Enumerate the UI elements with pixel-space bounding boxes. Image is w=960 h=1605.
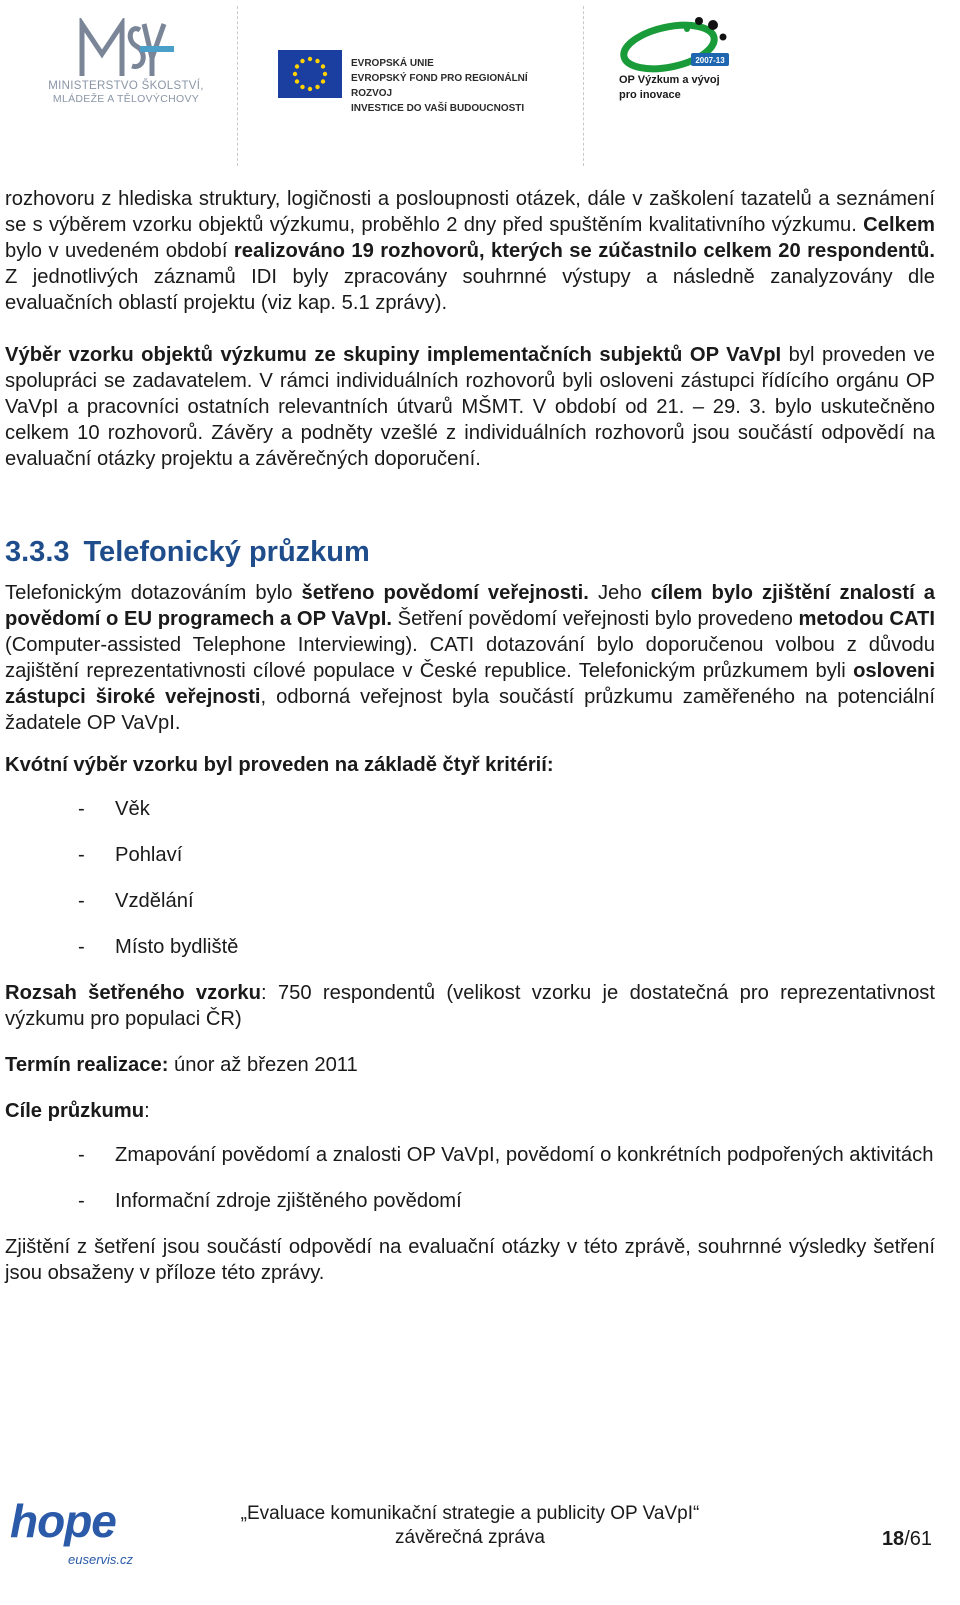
hope-word: hope [10, 1495, 116, 1547]
bold-text-run: realizováno 19 rozhovorů, kterých se zúčastnilo celkem 20 respondentů. [233, 240, 935, 262]
eu-star-icon [308, 57, 312, 61]
op-line2: pro inovace [619, 89, 681, 101]
text-run: Jeho [588, 582, 651, 604]
text-run: , odborná veřejnost byla součástí průzkumu zaměřeného na potenciální žadatele OP VaVpI. [5, 686, 935, 734]
page-current: 18 [881, 1528, 905, 1550]
eu-star-icon [300, 85, 304, 89]
bold-text-run: šetřeno povědomí veřejnosti. [301, 582, 589, 604]
paragraph-sample-selection [5, 342, 935, 472]
msmt-name-line2: MLÁDEŽE A TĚLOVÝCHOVY [52, 93, 200, 105]
msmt-emblem-icon [40, 18, 212, 80]
bold-text-run: metodou CATI [798, 608, 935, 630]
bold-text-run: cílem bylo zjištění znalostí a povědomí o EU programech a OP VaVpI. [5, 582, 935, 630]
bold-text-run: Celkem [863, 214, 935, 236]
text-run: Šetření povědomí veřejnosti bylo provedeno [391, 608, 799, 630]
eu-text [351, 56, 568, 116]
sample-size [5, 980, 935, 1032]
bold-text-run: osloveni zástupci široké veřejnosti [5, 660, 935, 708]
op-years: 2007-13 [695, 56, 725, 65]
text-run: (Computer-assisted Telephone Interviewing). CATI dotazování bylo doporučenou volbou z důvodu zajištění reprezentativnosti cílové populace v České republice. Telefonickým průzkumem byli [5, 634, 935, 682]
eu-star-icon [323, 72, 327, 76]
term-label: Termín realizace: [5, 1054, 169, 1076]
list-item: - Věk [5, 796, 935, 822]
eu-star-icon [315, 85, 319, 89]
footer-title-line1: „Evaluace komunikační strategie a publicity OP VaVpI“ [240, 1503, 700, 1524]
section-title: Telefonický průzkum [83, 536, 370, 568]
paragraph-interviews [5, 186, 935, 316]
footer-title [0, 1502, 940, 1550]
survey-goals-label [5, 1098, 935, 1124]
header-separator [583, 6, 584, 166]
eu-star-icon [295, 79, 299, 83]
text-run: rozhovoru z hlediska struktury, logičnosti a posloupnosti otázek, dále v zaškolení tazatelů a seznámení se s výběrem vzorku objektů výzkumu, proběhlo 2 dny před spuštěním kvalitativního výzkumu. [5, 188, 935, 236]
msmt-name [40, 80, 212, 106]
msmt-name-line1: MINISTERSTVO ŠKOLSTVÍ, [48, 80, 204, 92]
page-total: /61 [904, 1528, 932, 1550]
goals-list [5, 1142, 935, 1214]
page-header [0, 0, 960, 170]
eu-star-icon [308, 87, 312, 91]
bold-text-run: Výběr vzorku objektů výzkumu ze skupiny implementačních subjektů OP VaVpI [5, 344, 782, 366]
sample-size-label: Rozsah šetřeného vzorku [5, 982, 261, 1004]
eu-logo [278, 50, 568, 114]
list-item: - Informační zdroje zjištěného povědomí [5, 1188, 935, 1214]
eu-star-icon [295, 64, 299, 68]
eu-line3: INVESTICE DO VAŠÍ BUDOUCNOSTI [351, 103, 525, 114]
eu-star-icon [300, 59, 304, 63]
list-item: - Místo bydliště [5, 934, 935, 960]
msmt-logo [40, 18, 212, 108]
eu-star-icon [321, 64, 325, 68]
op-swoosh-icon [617, 15, 737, 75]
page-footer [0, 1490, 960, 1605]
eu-star-icon [293, 72, 297, 76]
goals-label: Cíle průzkumu [5, 1100, 145, 1122]
criteria-list [5, 796, 935, 960]
goals-suffix: : [144, 1100, 150, 1122]
realization-term [5, 1052, 935, 1078]
hope-subtitle: euservis.cz [68, 1552, 134, 1567]
op-line1: OP Výzkum a vývoj [619, 74, 720, 86]
section-heading [5, 534, 935, 570]
eu-line1: EVROPSKÁ UNIE [351, 58, 434, 69]
list-item: - Zmapování povědomí a znalosti OP VaVpI, povědomí o konkrétních podpořených aktivitách [5, 1142, 935, 1168]
text-run: bylo v uvedeném období [5, 240, 234, 262]
document-body [5, 186, 935, 1286]
eu-star-icon [321, 79, 325, 83]
header-separator [237, 6, 238, 166]
criteria-lead: Kvótní výběr vzorku byl proveden na základě čtyř kritérií: [5, 754, 554, 776]
section-number: 3.3.3 [5, 536, 70, 568]
text-run: Z jednotlivých záznamů IDI byly zpracovány souhrnné výstupy a následně zanalyzovány dle evaluačních oblastí projektu (viz kap. 5.1 zprávy). [5, 266, 935, 314]
paragraph-telephone-survey [5, 580, 935, 736]
text-run: byl proveden ve spolupráci se zadavatelem. V rámci individuálních rozhovorů byli osloveni zástupci řídícího orgánu OP VaVpI a pracovníci ostatních relevantních útvarů MŠMT. V období od 21. – 29. 3. bylo uskutečněno celkem 10 rozhovorů. Závěry a podněty vzešlé z individuálních rozhovorů jsou součástí odpovědí na evaluační otázky projektu a závěrečných doporučení. [5, 344, 935, 470]
footer-title-line2: závěrečná zpráva [395, 1527, 545, 1548]
op-text [619, 73, 720, 103]
eu-flag-icon [278, 50, 342, 98]
page-number [882, 1528, 932, 1551]
list-item: - Pohlaví [5, 842, 935, 868]
op-vavpi-logo [617, 15, 737, 110]
term-text: únor až březen 2011 [168, 1054, 358, 1076]
eu-line2: EVROPSKÝ FOND PRO REGIONÁLNÍ ROZVOJ [351, 73, 528, 99]
text-run: Telefonickým dotazováním bylo [5, 582, 302, 604]
paragraph-closing: Zjištění z šetření jsou součástí odpovědí na evaluační otázky v této zprávě, souhrnné výsledky šetření jsou obsaženy v příloze této zprávy. [5, 1236, 935, 1284]
list-item: - Vzdělání [5, 888, 935, 914]
sample-size-text: : 750 respondentů (velikost vzorku je dostatečná pro reprezentativnost výzkumu pro populaci ČR) [5, 982, 935, 1030]
eu-star-icon [315, 59, 319, 63]
